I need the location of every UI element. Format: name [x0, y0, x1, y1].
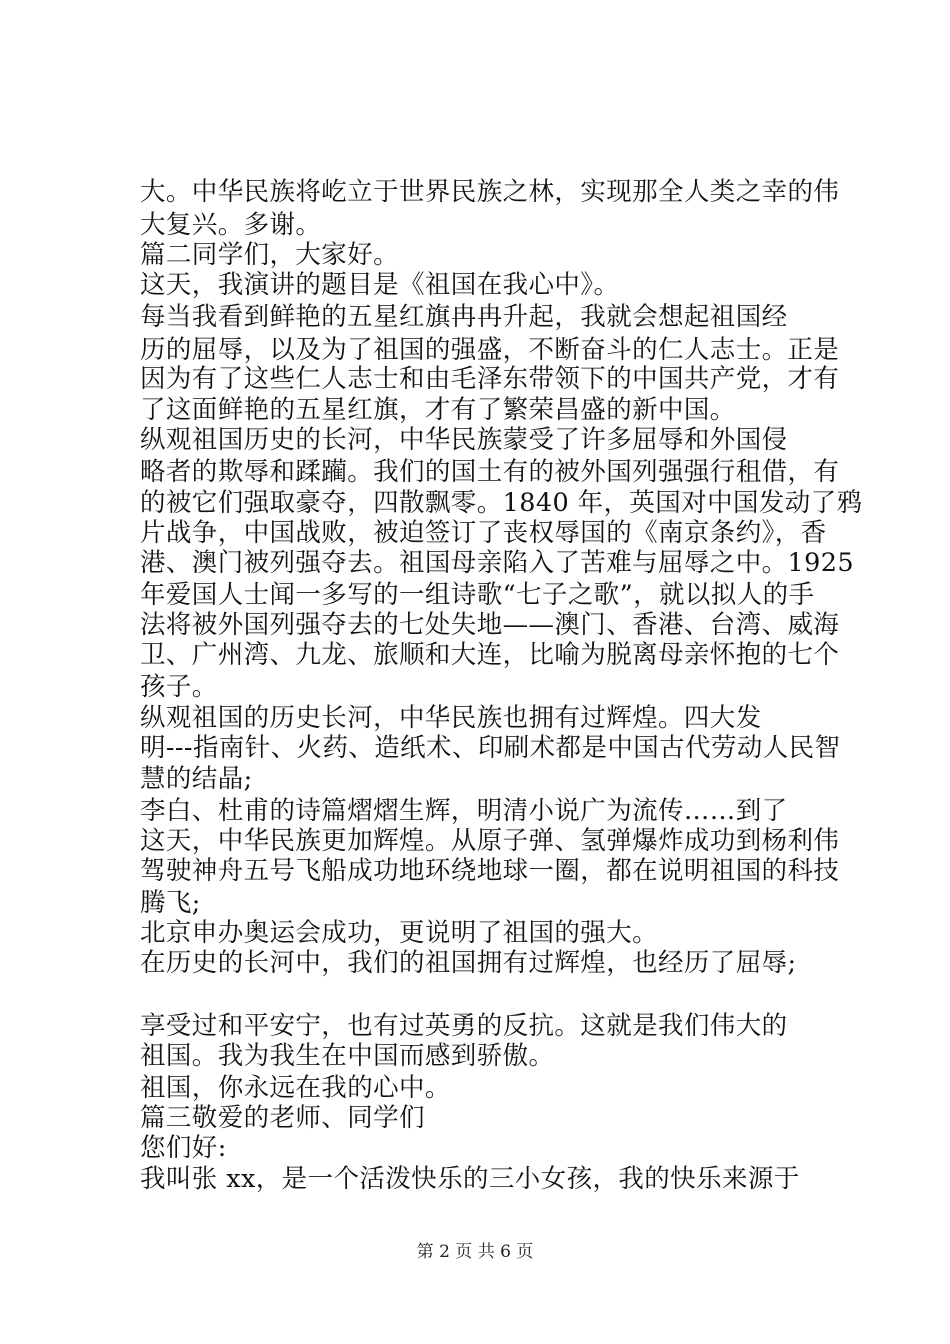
text-line: 祖国。我为我生在中国而感到骄傲。	[140, 1041, 555, 1071]
text-line: 这天，我演讲的题目是《祖国在我心中》。	[140, 270, 620, 300]
text-line: 因为有了这些仁人志士和由毛泽东带领下的中国共产党，才有	[140, 364, 840, 394]
text-line: 每当我看到鲜艳的五星红旗冉冉升起，我就会想起祖国经	[140, 302, 788, 332]
text-line: 历的屈辱，以及为了祖国的强盛，不断奋斗的仁人志士。正是	[140, 335, 840, 365]
text-line: 北京申办奥运会成功，更说明了祖国的强大。	[140, 918, 659, 948]
text-line: 了这面鲜艳的五星红旗，才有了繁荣昌盛的新中国。	[140, 395, 736, 425]
text-line: 年爱国人士闻一多写的一组诗歌“七子之歌”，就以拟人的手	[140, 580, 815, 610]
text-line: 享受过和平安宁，也有过英勇的反抗。这就是我们伟大的	[140, 1011, 788, 1041]
text-line: 您们好:	[140, 1133, 227, 1163]
text-line: 祖国，你永远在我的心中。	[140, 1073, 451, 1103]
text-line: 法将被外国列强夺去的七处失地——澳门、香港、台湾、威海	[140, 610, 840, 640]
text-line: 李白、杜甫的诗篇熠熠生辉，明清小说广为流传……到了	[140, 796, 788, 826]
text-line: 大。中华民族将屹立于世界民族之林，实现那全人类之幸的伟	[140, 177, 840, 207]
text-line: 略者的欺辱和蹂躏。我们的国土有的被外国列强强行租借，有	[140, 457, 840, 487]
text-line: 我叫张 xx，是一个活泼快乐的三小女孩，我的快乐来源于	[140, 1164, 800, 1194]
text-line: 的被它们强取豪夺，四散飘零。1840 年，英国对中国发动了鸦	[140, 488, 863, 518]
text-line: 驾驶神舟五号飞船成功地环绕地球一圈，都在说明祖国的科技	[140, 856, 840, 886]
text-line: 纵观祖国的历史长河，中华民族也拥有过辉煌。四大发	[140, 703, 762, 733]
text-line: 篇二同学们，大家好。	[140, 240, 400, 270]
page-number-footer: 第 2 页 共 6 页	[416, 1242, 534, 1262]
text-line: 明---指南针、火药、造纸术、印刷术都是中国古代劳动人民智	[140, 733, 841, 763]
text-line: 篇三敬爱的老师、同学们	[140, 1103, 425, 1133]
text-line: 在历史的长河中，我们的祖国拥有过辉煌，也经历了屈辱;	[140, 948, 797, 978]
text-line: 片战争，中国战败，被迫签订了丧权辱国的《南京条约》，香	[140, 518, 827, 548]
text-line: 港、澳门被列强夺去。祖国母亲陷入了苦难与屈辱之中。1925	[140, 548, 854, 578]
text-line: 大复兴。多谢。	[140, 210, 322, 240]
text-line: 腾飞;	[140, 888, 201, 918]
text-line: 卫、广州湾、九龙、旅顺和大连，比喻为脱离母亲怀抱的七个	[140, 640, 840, 670]
text-line: 纵观祖国历史的长河，中华民族蒙受了许多屈辱和外国侵	[140, 425, 788, 455]
text-line: 慧的结晶;	[140, 764, 253, 794]
text-line: 这天，中华民族更加辉煌。从原子弹、氢弹爆炸成功到杨利伟	[140, 826, 840, 856]
text-line: 孩子。	[140, 672, 218, 702]
